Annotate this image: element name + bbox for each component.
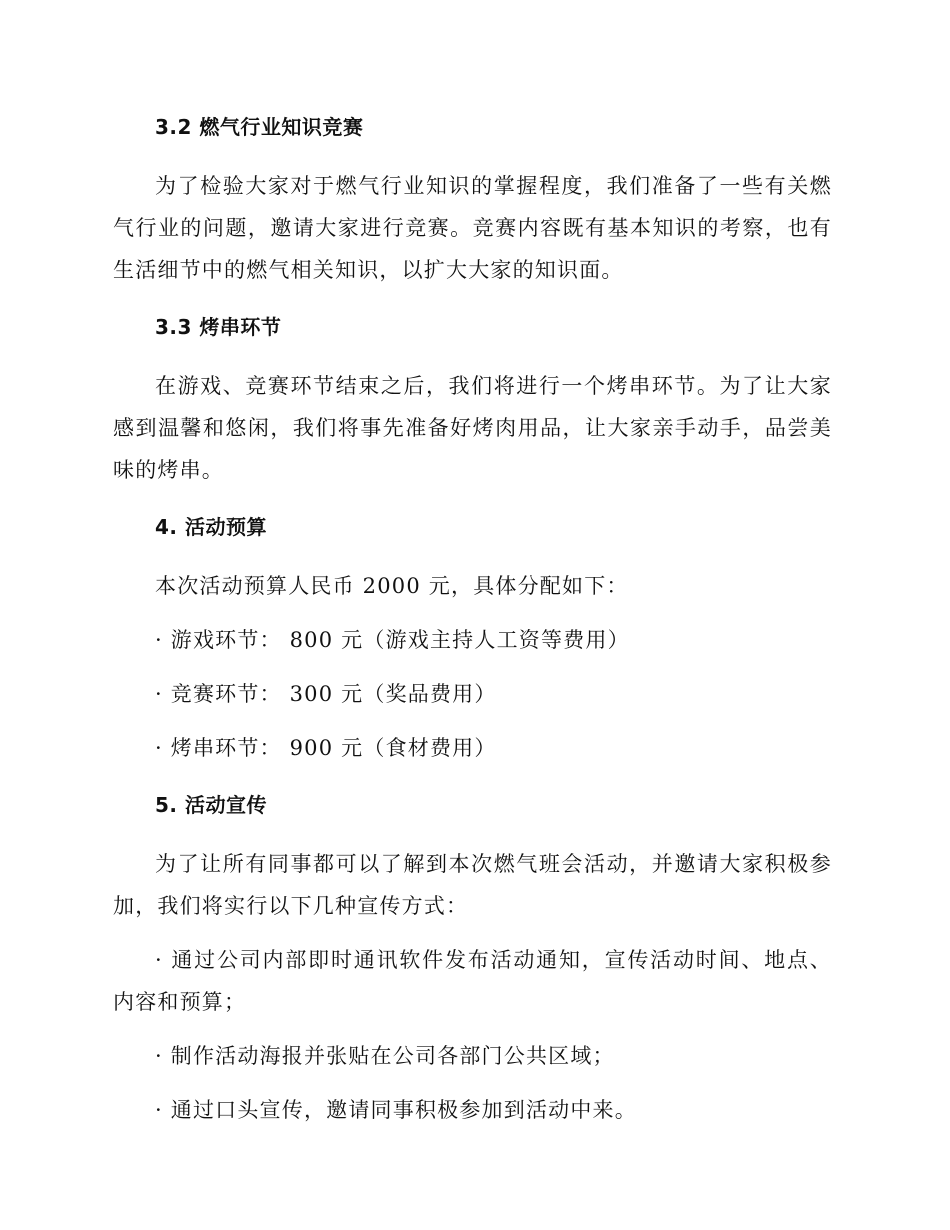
promo-item: · 通过公司内部即时通讯软件发布活动通知，宣传活动时间、地点、内容和预算；: [113, 948, 832, 1014]
promo-item: · 制作活动海报并张贴在公司各部门公共区域；: [155, 1044, 615, 1068]
section-3-2-heading: 3.2 燃气行业知识竞赛: [155, 115, 364, 139]
budget-item: · 竞赛环节： 300 元（奖品费用）: [155, 682, 497, 706]
section-3-3-body: 在游戏、竞赛环节结束之后，我们将进行一个烤串环节。为了让大家感到温馨和悠闲，我们将事先准备好烤肉用品，让大家亲手动手，品尝美味的烤串。: [113, 374, 832, 482]
section-4-heading: 4. 活动预算: [155, 515, 267, 539]
section-3-2-body: 为了检验大家对于燃气行业知识的掌握程度，我们准备了一些有关燃气行业的问题，邀请大家进行竞赛。竞赛内容既有基本知识的考察，也有生活细节中的燃气相关知识，以扩大大家的知识面。: [113, 174, 832, 282]
promo-item: · 通过口头宣传，邀请同事积极参加到活动中来。: [155, 1098, 637, 1122]
section-5-intro: 为了让所有同事都可以了解到本次燃气班会活动，并邀请大家积极参加，我们将实行以下几种宣传方式：: [113, 852, 832, 918]
budget-item: · 游戏环节： 800 元（游戏主持人工资等费用）: [155, 628, 630, 652]
section-3-3-heading: 3.3 烤串环节: [155, 315, 282, 339]
section-4-intro: 本次活动预算人民币 2000 元，具体分配如下：: [155, 574, 629, 598]
section-5-heading: 5. 活动宣传: [155, 793, 267, 817]
budget-item: · 烤串环节： 900 元（食材费用）: [155, 736, 497, 760]
